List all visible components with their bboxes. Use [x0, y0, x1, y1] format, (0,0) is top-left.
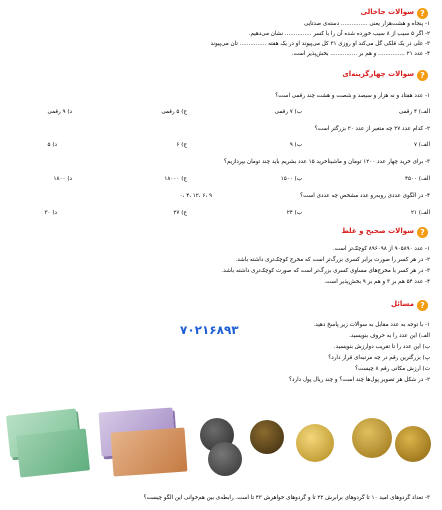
- mc-q3-option-d: د) ۱۸۰۰: [53, 176, 72, 182]
- mc-q4-option-d: د) ۳۰: [44, 210, 57, 216]
- multiple-choice-heading: ? سوالات چهارگزینه‌ای: [342, 70, 428, 78]
- mc-q4-option-c: ج) ۲۷: [173, 210, 187, 216]
- true-false-heading: ? سوالات صحیح و غلط: [342, 227, 428, 235]
- highlighted-number: ۷۰۲۱۶۸۹۳: [180, 323, 239, 337]
- mc-question-4: ۴- در الگوی عددی روبه‌رو عدد مشخص چه عددی است؟: [300, 193, 430, 199]
- coin-gold: [395, 426, 431, 462]
- problem-line-2: الف) این عدد را به حروف بنویسید.: [349, 333, 430, 339]
- fill-blank-heading: ? سوالات جاخالی: [361, 8, 428, 16]
- coin-dark: [208, 442, 242, 476]
- tf-line-2: ۲- در هر کسر را صورت برابر کسری بزرگ‌تر است که مخرج کوچک‌تری داشته باشد.: [235, 257, 430, 263]
- question-mark-icon: ?: [417, 227, 428, 238]
- mc-q2-option-a: الف) ۷: [413, 142, 430, 148]
- fill-blank-line-1: ۱- پنجاه و هشت‌هزار یعنی ............... دسته‌ی صدتایی: [303, 21, 430, 27]
- question-mark-icon: ?: [417, 70, 428, 81]
- coin-gold: [296, 424, 334, 462]
- mc-q2-option-c: ج) ۶: [176, 142, 187, 148]
- fill-blank-line-3: ۳- علی در یک قلکی گل می‌کند او روزی ۳۱ کل می‌پیوند او در یک هفته ............... تان می‌پیوند: [210, 41, 430, 47]
- money-illustration: [0, 398, 442, 488]
- fill-blank-line-4: ۴- عدد ۲۱ ............... و هم بر ............... بخش‌پذیر است.: [291, 51, 430, 57]
- banknote-green: [16, 428, 90, 477]
- mc-q3-option-a: الف) ۴۵۰۰: [404, 176, 430, 182]
- tf-line-3: ۳- در هر کسر با مخرج‌های مساوی کسری بزرگ‌تر است که صورت کوچک‌تری داشته باشد.: [221, 268, 430, 274]
- mc-q3-option-b: ب) ۱۵۰۰: [280, 176, 302, 182]
- mc-question-3: ۳- برای خرید چهار عدد ۱۲۰۰ تومان و ماشیناخرید ۱۵ عدد بشریم باید چند تومان بپردازیم؟: [223, 159, 430, 165]
- question-mark-icon: ?: [417, 8, 428, 19]
- mc-q4-option-b: ب) ۲۴: [286, 210, 302, 216]
- problem-line-4: پ) بزرگترین رقم در چه مرتبه‌ای قرار دارد؟: [328, 355, 430, 361]
- mc-q1-option-a: الف) ۴ رقمی: [398, 109, 430, 115]
- coin-gold: [352, 418, 392, 458]
- problem-line-5: ت) ارزش مکانی رقم ۸ چیست؟: [355, 366, 430, 372]
- tf-line-4: ۴- عدد ۵۴ هم بر ۳ و هم بر ۹ بخش‌پذیر است.: [324, 279, 430, 285]
- mc-q1-option-d: د) ۹ رقمی: [47, 109, 72, 115]
- fill-blank-line-2: ۲- اگر ۵ سیب از ۸ سیب خورده شده آن را با کسر ............... نشان می‌دهیم.: [248, 31, 430, 37]
- mc-q2-option-d: د) ۵: [47, 142, 57, 148]
- problems-heading: ? مسائل: [391, 300, 428, 308]
- mc-q3-option-c: ج) ۱۸۰۰۰: [164, 176, 187, 182]
- mc-q2-option-b: ب) ۹: [289, 142, 302, 148]
- problem-line-6: ۲- در شکل هر تصویر پول‌ها چند است؟ و چند ریال پول دارد؟: [288, 377, 430, 383]
- mc-q1-option-b: ب) ۷ رقمی: [274, 109, 302, 115]
- mc-question-2: ۲- کدام عدد ۲۷ چه متغیر از عدد ۲۰ بزرگتر است؟: [314, 126, 430, 132]
- mc-q1-option-c: ج) ۵ رقمی: [161, 109, 187, 115]
- problem-line-3: ب) این عدد را تا تقریب دو‌ارزش بنویسید.: [333, 344, 430, 350]
- tf-line-1: ۱- عدد ۹۰۵۸۹۰ از ۸۹۶۰۹۸ کوچک‌تر است.: [333, 246, 430, 252]
- problem-last-line: ۳- تعداد گردوهای امید ۱۰ تا گردوهای برابرش ۲۲ تا و گردوهای خواهرش ۴۳ تا است. رابطه‌ی بین هم‌خوانی این الگو چیست؟: [143, 495, 430, 501]
- mc-q4-sequence: ۰، ۴، ۱۲، ۶، ۹: [179, 193, 212, 199]
- mc-question-1: ۱- عدد هفتاد و نه هزار و سیصد و شصت و هشت چند رقمی است؟: [275, 93, 430, 99]
- coin-bronze: [250, 420, 284, 454]
- banknote-brown: [111, 427, 188, 476]
- mc-q4-option-a: الف) ۲۱: [410, 210, 430, 216]
- question-mark-icon: ?: [417, 300, 428, 311]
- problem-line-1: ۱- با توجه به عدد مقابل به سوالات زیر پاسخ دهید.: [313, 322, 430, 328]
